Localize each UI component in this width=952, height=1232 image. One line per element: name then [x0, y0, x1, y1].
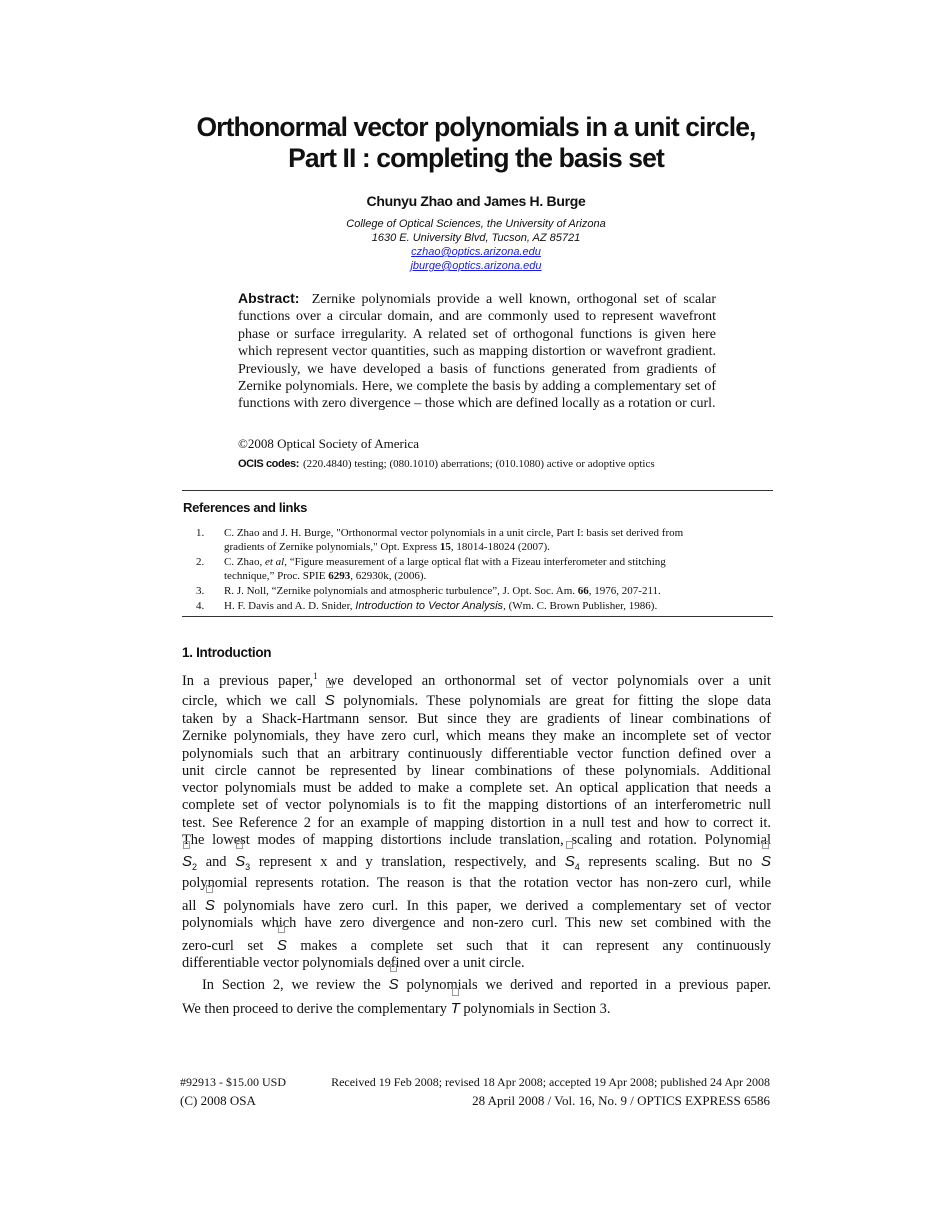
- symbol-subscript: 4: [574, 862, 580, 872]
- symbol-letter: S: [182, 853, 193, 870]
- text: polynomials have zero curl. In this paper, we derived a complementary set of vector: [214, 898, 771, 914]
- intro-line-17: [202, 976, 771, 994]
- vector-arrow-icon: [326, 680, 333, 688]
- symbol-t: [451, 1000, 460, 1017]
- footer-copyright: (C) 2008 OSA: [180, 1093, 256, 1108]
- intro-line-14: polynomials which have zero divergence and non-zero curl. This new set combined with the: [182, 915, 771, 931]
- symbol-s: [277, 937, 287, 954]
- intro-line-16: differentiable vector polynomials defined over a unit circle.: [182, 955, 525, 971]
- ocis-codes: [238, 458, 655, 470]
- symbol-letter: S: [276, 937, 287, 954]
- symbol-s: [389, 976, 399, 993]
- intro-line-1: [182, 671, 771, 690]
- vector-arrow-icon: [206, 885, 213, 893]
- authors: Chunyu Zhao and James H. Burge: [366, 193, 586, 209]
- intro-line-2: [182, 692, 771, 710]
- intro-line-18: [182, 1000, 771, 1018]
- intro-line-15: [182, 937, 771, 955]
- vector-arrow-icon: [390, 964, 397, 972]
- symbol-letter: S: [235, 853, 246, 870]
- reference-text: , 18014-18024 (2007).: [450, 540, 550, 553]
- reference-text: R. J. Noll, “Zernike polynomials and atmospheric turbulence”, J. Opt. Soc. Am.: [224, 585, 578, 597]
- text: zero-curl set: [182, 938, 277, 954]
- email-link-2[interactable]: jburge@optics.arizona.edu: [410, 260, 542, 272]
- reference-number: 1.: [196, 527, 205, 539]
- reference-italic: Introduction to Vector Analysis: [355, 600, 504, 612]
- text: polynomials in Section 3.: [459, 1001, 611, 1017]
- affiliation-line-1: College of Optical Sciences, the University of Arizona: [346, 218, 606, 230]
- intro-line-4: Zernike polynomials, they have zero curl, which means they make an incomplete set of vector: [182, 728, 771, 744]
- footnote-ref[interactable]: 1: [313, 671, 318, 681]
- reference-1: [182, 527, 773, 555]
- text: makes a complete set such that it can represent any continuously: [286, 938, 771, 954]
- reference-text: , 1976, 207-211.: [588, 585, 661, 597]
- reference-text: gradients of Zernike polynomials," Opt. Express: [224, 540, 440, 553]
- vector-arrow-icon: [278, 925, 285, 933]
- symbol-subscript: 3: [245, 862, 251, 872]
- text: circle, which we call: [182, 693, 325, 709]
- symbol-s2: [182, 853, 197, 870]
- reference-text: , 62930k, (2006).: [350, 569, 427, 582]
- reference-italic: et al: [264, 556, 285, 568]
- text: polynomials. These polynomials are great for fitting the slope data: [334, 693, 771, 709]
- text: represent x and y translation, respectively, and: [250, 854, 565, 870]
- paper-title: [120, 112, 832, 174]
- intro-line-5: polynomials such that an arbitrary continuously differentiable vector function defined over a: [182, 746, 771, 762]
- reference-number: 4.: [196, 600, 205, 612]
- intro-line-12: polynomial represents rotation. The reason is that the rotation vector has non-zero curl, while: [182, 875, 771, 891]
- ocis-label: OCIS codes:: [238, 458, 300, 470]
- vector-arrow-icon: [762, 841, 769, 849]
- text: represents scaling. But no: [579, 854, 761, 870]
- symbol-s: [205, 897, 215, 914]
- reference-text: C. Zhao and J. H. Burge, "Orthonormal vector polynomials in a unit circle, Part I: basis set derived from: [224, 527, 684, 539]
- reference-volume: 15: [439, 540, 451, 553]
- abstract-text: Zernike polynomials provide a well known, orthogonal set of scalar functions over a circular domain, and are commonly used to represent wavefront phase or surface irregularity. A related set of orthogonal functions is given here which represent vector quantities, such as mapping distortion or wavefront gradient. Previously, we have developed a basis of functions generated from gradients of Zernike polynomials. Here, we complete the basis by adding a complementary set of functions with zero divergence – those which are defined locally as a rotation or curl.: [238, 292, 716, 412]
- ocis-text: (220.4840) testing; (080.1010) aberrations; (010.1080) active or adoptive optics: [303, 458, 655, 470]
- symbol-s4: [565, 853, 580, 870]
- references-heading: References and links: [183, 500, 308, 515]
- vector-arrow-icon: [452, 988, 459, 996]
- text: In Section 2, we review the: [202, 977, 389, 993]
- abstract: [238, 290, 716, 413]
- symbol-letter: S: [204, 897, 215, 914]
- vector-arrow-icon: [236, 841, 243, 849]
- text: In a previous paper,: [182, 672, 314, 689]
- email-link-1[interactable]: czhao@optics.arizona.edu: [411, 246, 541, 258]
- symbol-s: [761, 853, 771, 870]
- intro-line-9: test. See Reference 2 for an example of mapping distortion in a null test and how to correct it.: [182, 815, 771, 831]
- symbol-s3: [235, 853, 250, 870]
- symbol-letter: S: [324, 692, 335, 709]
- text: we developed an orthonormal set of vector polynomials over a unit: [317, 672, 771, 689]
- symbol-letter: S: [564, 853, 575, 870]
- text: and: [197, 854, 236, 870]
- reference-text: technique,” Proc. SPIE: [224, 569, 329, 582]
- intro-line-8: complete set of vector polynomials is to fit the mapping distortions of an interferometric null: [182, 797, 771, 813]
- reference-text: , “Figure measurement of a large optical flat with a Fizeau interferometer and stitching: [284, 556, 666, 568]
- reference-volume: 6293: [328, 569, 351, 582]
- reference-3: [182, 585, 773, 599]
- symbol-letter: S: [388, 976, 399, 993]
- vector-arrow-icon: [566, 841, 573, 849]
- symbol-s: [325, 692, 335, 709]
- footer-dates: Received 19 Feb 2008; revised 18 Apr 2008; accepted 19 Apr 2008; published 24 Apr 2008: [331, 1075, 770, 1089]
- reference-text: C. Zhao,: [224, 556, 265, 568]
- reference-text: , (Wm. C. Brown Publisher, 1986).: [503, 600, 658, 612]
- footer-price: #92913 - $15.00 USD: [180, 1075, 287, 1089]
- text: We then proceed to derive the complementary: [182, 1001, 451, 1017]
- section-heading: 1. Introduction: [182, 645, 272, 660]
- symbol-letter: T: [450, 1000, 460, 1017]
- footer-citation: 28 April 2008 / Vol. 16, No. 9 / OPTICS EXPRESS 6586: [472, 1093, 770, 1108]
- symbol-subscript: 2: [192, 862, 198, 872]
- symbol-letter: S: [760, 853, 771, 870]
- email-jburge[interactable]: [200, 259, 752, 273]
- intro-line-10: The lowest modes of mapping distortions include translation, scaling and rotation. Polynomial: [182, 832, 771, 848]
- title-line-1: Orthonormal vector polynomials in a unit circle,: [196, 112, 756, 142]
- reference-2: [182, 556, 773, 584]
- reference-number: 2.: [196, 556, 205, 568]
- rule-bottom: [182, 616, 773, 617]
- title-line-2: Part II : completing the basis set: [288, 143, 664, 173]
- text: all: [182, 898, 205, 914]
- vector-arrow-icon: [183, 841, 190, 849]
- reference-text: H. F. Davis and A. D. Snider,: [224, 600, 356, 612]
- intro-line-7: vector polynomials must be added to make a complete set. An optical application that needs a: [182, 780, 771, 796]
- affiliation-line-2: 1630 E. University Blvd, Tucson, AZ 85721: [371, 232, 581, 244]
- intro-line-11: [182, 853, 771, 872]
- abstract-label: Abstract:: [238, 290, 300, 306]
- rule-top: [182, 490, 773, 491]
- reference-4: [182, 600, 773, 614]
- copyright: ©2008 Optical Society of America: [238, 436, 419, 451]
- intro-line-6: unit circle cannot be represented by linear combinations of these polynomials. Additional: [182, 763, 771, 779]
- reference-number: 3.: [196, 585, 205, 597]
- text: polynomials we derived and reported in a previous paper.: [398, 977, 771, 993]
- intro-line-13: [182, 897, 771, 915]
- reference-volume: 66: [577, 585, 589, 597]
- intro-line-3: taken by a Shack-Hartmann sensor. But since they are gradients of linear combinations of: [182, 711, 771, 727]
- email-czhao[interactable]: [200, 245, 752, 259]
